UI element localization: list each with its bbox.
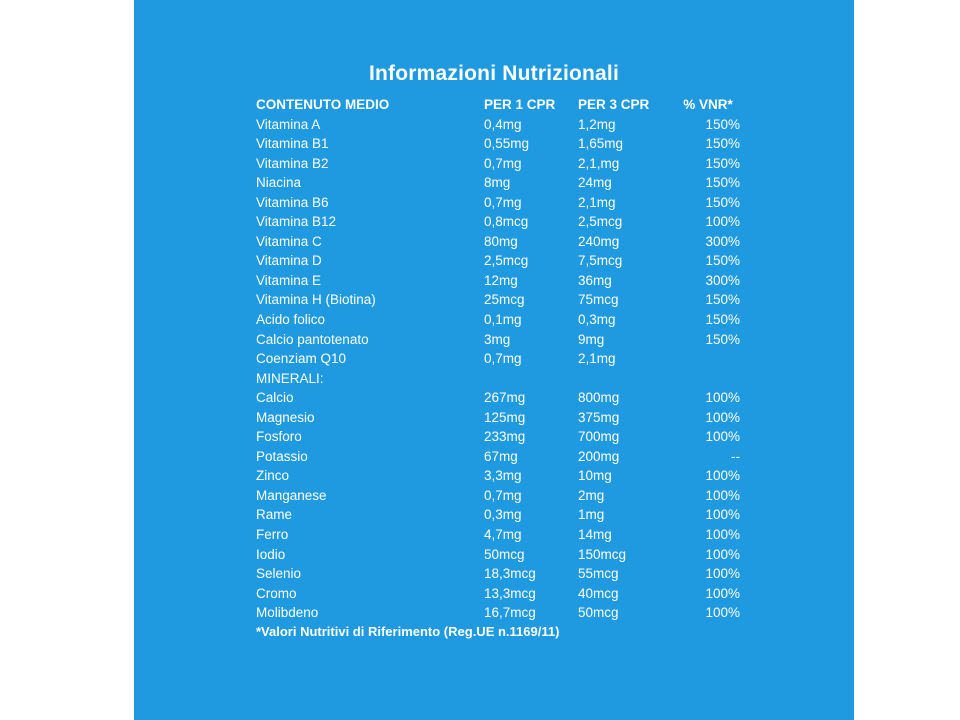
table-row	[256, 584, 756, 604]
nutrient-name: Vitamina B6	[256, 194, 329, 210]
per1-value: 0,7mg	[484, 194, 522, 210]
minerals-label: MINERALI:	[256, 370, 324, 386]
nutrient-name: Fosforo	[256, 429, 302, 445]
vnr-value: 100%	[705, 468, 740, 484]
per3-value: 0,3mg	[578, 312, 616, 328]
per1-value: 0,7mg	[484, 487, 522, 503]
footnote: *Valori Nutritivi di Riferimento (Reg.UE n.1169/11)	[256, 624, 560, 639]
vnr-value: 150%	[705, 312, 740, 328]
vnr-value: 100%	[705, 527, 740, 543]
table-row	[256, 564, 756, 584]
nutrient-name: Zinco	[256, 468, 290, 484]
table-header	[256, 95, 756, 115]
header-name: CONTENUTO MEDIO	[256, 97, 390, 112]
nutrient-name: Selenio	[256, 566, 302, 582]
nutrient-name: Niacina	[256, 175, 302, 191]
per3-value: 2,5mcg	[578, 214, 623, 230]
per3-value: 1mg	[578, 507, 605, 523]
per1-value: 0,3mg	[484, 507, 522, 523]
per3-value: 700mg	[578, 429, 620, 445]
nutrient-name: Magnesio	[256, 409, 315, 425]
page-title: Informazioni Nutrizionali	[369, 62, 619, 85]
per3-value: 375mg	[578, 409, 620, 425]
per1-value: 50mcg	[484, 546, 525, 562]
nutrient-name: Vitamina B12	[256, 214, 337, 230]
per3-value: 2,1mg	[578, 351, 616, 367]
vnr-value: 100%	[705, 429, 740, 445]
nutrient-name: Cromo	[256, 585, 297, 601]
table-row	[256, 486, 756, 506]
per1-value: 0,8mcg	[484, 214, 529, 230]
per3-value: 14mg	[578, 527, 612, 543]
per3-value: 2,1,mg	[578, 155, 620, 171]
table-row	[256, 232, 756, 252]
per1-value: 0,55mg	[484, 136, 530, 152]
per1-value: 80mg	[484, 233, 518, 249]
per1-value: 267mg	[484, 390, 526, 406]
table-row	[256, 505, 756, 525]
header-per1: PER 1 CPR	[484, 97, 556, 112]
nutrient-name: Vitamina B2	[256, 155, 329, 171]
nutrient-name: Vitamina D	[256, 253, 322, 269]
per1-value: 125mg	[484, 409, 526, 425]
nutrition-table	[256, 95, 756, 623]
per1-value: 3,3mg	[484, 468, 522, 484]
per1-value: 67mg	[484, 448, 518, 464]
vnr-value: 150%	[705, 253, 740, 269]
nutrient-name: Vitamina H (Biotina)	[256, 292, 376, 308]
nutrient-name: Vitamina A	[256, 116, 321, 132]
table-row	[256, 193, 756, 213]
table-row	[256, 466, 756, 486]
vnr-value: 150%	[705, 194, 740, 210]
table-row	[256, 525, 756, 545]
per1-value: 13,3mcg	[484, 585, 536, 601]
per3-value: 75mcg	[578, 292, 619, 308]
minerals-section-label	[256, 369, 756, 389]
table-row	[256, 115, 756, 135]
per1-value: 25mcg	[484, 292, 525, 308]
vnr-value: 100%	[705, 214, 740, 230]
nutrient-name: Molibdeno	[256, 605, 319, 621]
per3-value: 200mg	[578, 448, 620, 464]
per3-value: 1,2mg	[578, 116, 616, 132]
table-row	[256, 330, 756, 350]
table-row	[256, 447, 756, 467]
per1-value: 2,5mcg	[484, 253, 529, 269]
vnr-value: 150%	[705, 175, 740, 191]
nutrient-name: Coenziam Q10	[256, 351, 347, 367]
per3-value: 10mg	[578, 468, 612, 484]
table-row	[256, 603, 756, 623]
vnr-value: 300%	[705, 272, 740, 288]
vitamin-rows	[256, 115, 756, 369]
vnr-value: 100%	[705, 409, 740, 425]
table-row	[256, 212, 756, 232]
per3-value: 1,65mg	[578, 136, 624, 152]
nutrient-name: Calcio pantotenato	[256, 331, 369, 347]
nutrient-name: Vitamina C	[256, 233, 322, 249]
per1-value: 0,7mg	[484, 351, 522, 367]
vnr-value: 100%	[705, 390, 740, 406]
table-row	[256, 388, 756, 408]
vnr-value: 100%	[705, 566, 740, 582]
per3-value: 2,1mg	[578, 194, 616, 210]
header-vnr: % VNR*	[683, 97, 733, 112]
per1-value: 233mg	[484, 429, 526, 445]
per1-value: 4,7mg	[484, 527, 522, 543]
per1-value: 16,7mcg	[484, 605, 536, 621]
mineral-rows	[256, 388, 756, 623]
nutrient-name: Calcio	[256, 390, 294, 406]
per3-value: 36mg	[578, 272, 612, 288]
vnr-value: 300%	[705, 233, 740, 249]
nutrient-name: Vitamina B1	[256, 136, 329, 152]
per1-value: 0,1mg	[484, 312, 522, 328]
vnr-value: 100%	[705, 487, 740, 503]
per3-value: 800mg	[578, 390, 620, 406]
per3-value: 2mg	[578, 487, 605, 503]
nutrient-name: Rame	[256, 507, 293, 523]
vnr-value: 100%	[705, 585, 740, 601]
per1-value: 8mg	[484, 175, 511, 191]
per1-value: 0,4mg	[484, 116, 522, 132]
vnr-value: 150%	[705, 116, 740, 132]
table-row	[256, 427, 756, 447]
per1-value: 12mg	[484, 272, 518, 288]
vnr-value: 150%	[705, 331, 740, 347]
per3-value: 240mg	[578, 233, 620, 249]
nutrient-name: Iodio	[256, 546, 286, 562]
vnr-value: 100%	[705, 507, 740, 523]
per1-value: 3mg	[484, 331, 511, 347]
table-row	[256, 349, 756, 369]
nutrient-name: Manganese	[256, 487, 327, 503]
table-row	[256, 408, 756, 428]
header-per3: PER 3 CPR	[578, 97, 650, 112]
per3-value: 9mg	[578, 331, 605, 347]
table-row	[256, 134, 756, 154]
table-row	[256, 545, 756, 565]
table-row	[256, 251, 756, 271]
per1-value: 18,3mcg	[484, 566, 536, 582]
per1-value: 0,7mg	[484, 155, 522, 171]
vnr-value: 150%	[705, 136, 740, 152]
nutrient-name: Potassio	[256, 448, 308, 464]
table-row	[256, 154, 756, 174]
vnr-value: 150%	[705, 155, 740, 171]
per3-value: 24mg	[578, 175, 612, 191]
vnr-value: 150%	[705, 292, 740, 308]
nutrient-name: Acido folico	[256, 312, 326, 328]
table-row	[256, 290, 756, 310]
per3-value: 150mcg	[578, 546, 627, 562]
per3-value: 55mcg	[578, 566, 619, 582]
nutrient-name: Ferro	[256, 527, 289, 543]
nutrient-name: Vitamina E	[256, 272, 322, 288]
per3-value: 50mcg	[578, 605, 619, 621]
table-row	[256, 310, 756, 330]
vnr-value: 100%	[705, 605, 740, 621]
table-row	[256, 173, 756, 193]
vnr-value: --	[731, 448, 740, 464]
table-row	[256, 271, 756, 291]
vnr-value: 100%	[705, 546, 740, 562]
per3-value: 7,5mcg	[578, 253, 623, 269]
per3-value: 40mcg	[578, 585, 619, 601]
nutrition-panel	[134, 0, 854, 720]
